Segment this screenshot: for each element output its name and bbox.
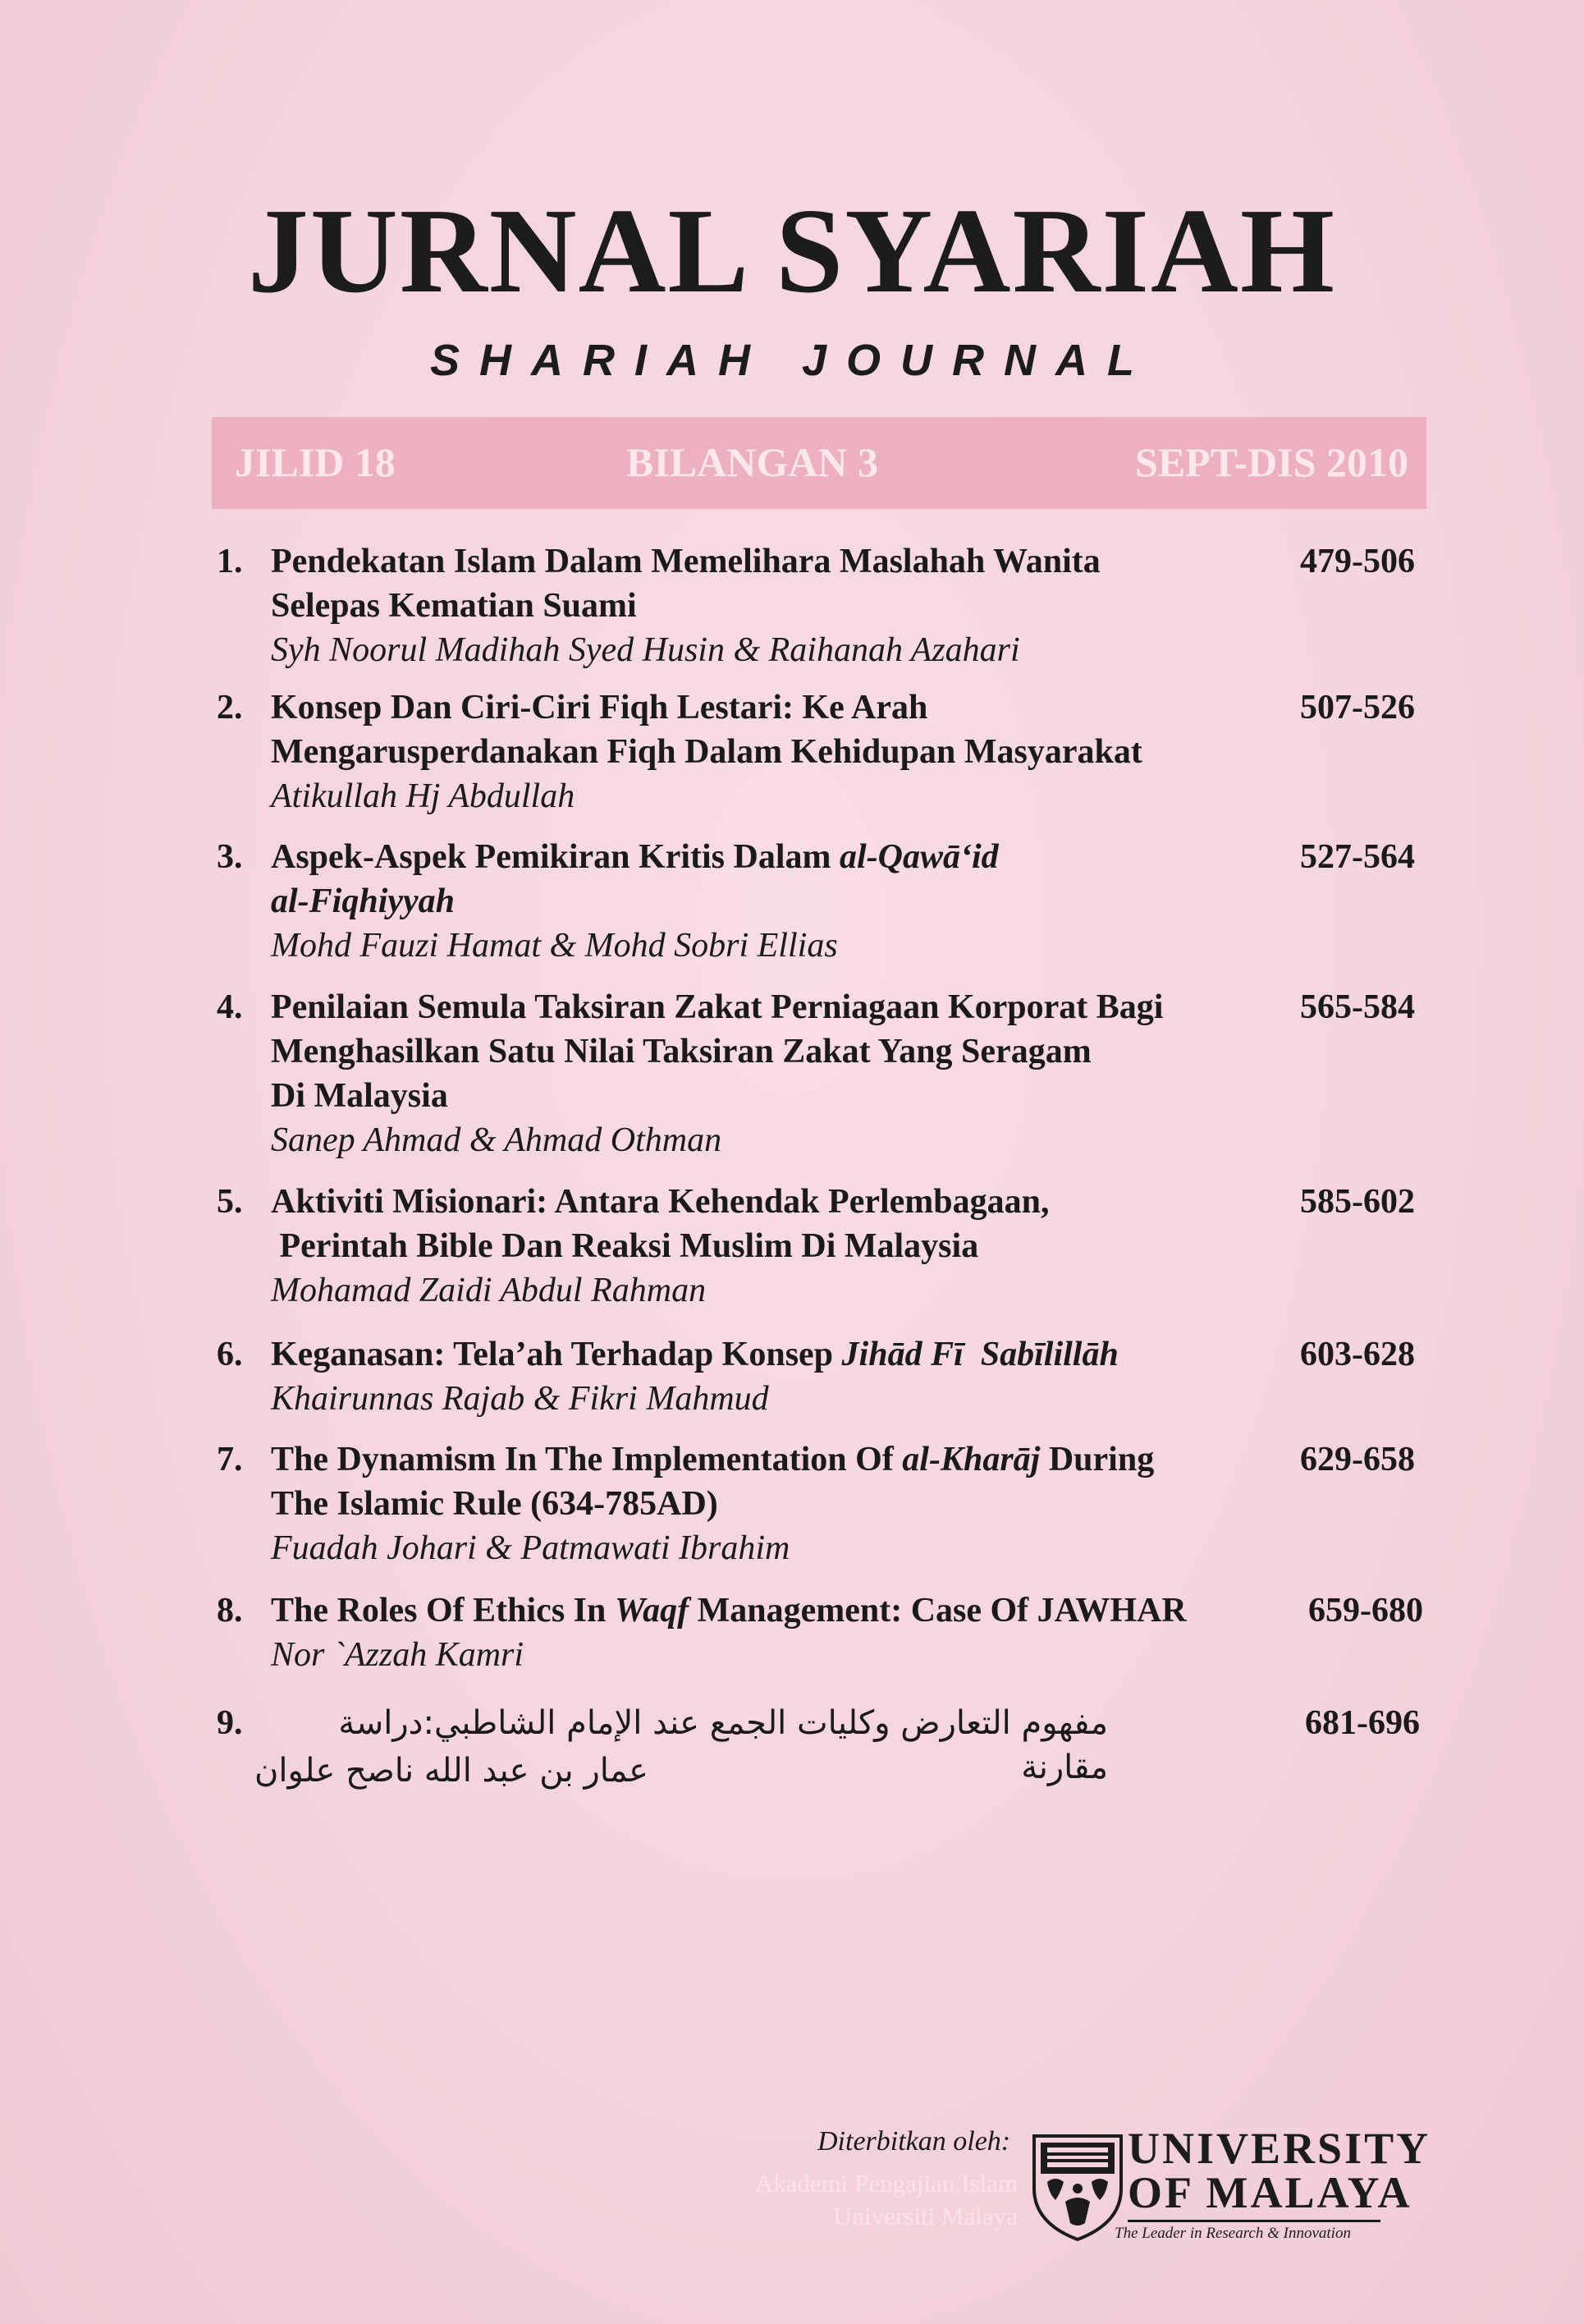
entry-pages: 629-658 xyxy=(1300,1441,1415,1478)
entry-title-line: Menghasilkan Satu Nilai Taksiran Zakat Yang Seragam xyxy=(271,1033,1092,1070)
entry-title xyxy=(271,1332,1256,1377)
entry-title xyxy=(271,835,1256,924)
university-crest-icon xyxy=(1029,2131,1126,2243)
volume-label: JILID 18 xyxy=(235,439,396,485)
entry-title-line: Keganasan: Tela’ah Terhadap Konsep xyxy=(271,1336,842,1373)
entry-title-line: Mengarusperdanakan Fiqh Dalam Kehidupan Masyarakat xyxy=(271,733,1142,771)
akademi-line: Universiti Malaya xyxy=(833,2202,1018,2230)
entry-pages: 565-584 xyxy=(1300,988,1415,1026)
entry-author: Mohd Fauzi Hamat & Mohd Sobri Ellias xyxy=(271,927,838,965)
entry-title-arabic: مفهوم التعارض وكليات الجمع عند الإمام الشاطبي:دراسة مقارنة xyxy=(338,1704,1108,1786)
entry-title xyxy=(271,539,1256,628)
entry-number: 1. xyxy=(217,543,243,580)
publisher-label: Diterbitkan oleh: xyxy=(817,2126,1011,2157)
entry-author: Syh Noorul Madihah Syed Husin & Raihanah Azahari xyxy=(271,631,1020,669)
entry-title-line: Perintah Bible Dan Reaksi Muslim Di Malaysia xyxy=(271,1227,979,1265)
entry-title xyxy=(271,1180,1256,1268)
journal-title: JURNAL SYARIAH xyxy=(247,184,1337,319)
entry-author: Fuadah Johari & Patmawati Ibrahim xyxy=(271,1529,790,1567)
entry-title xyxy=(271,985,1256,1118)
university-divider xyxy=(1128,2220,1380,2222)
entry-author-arabic: عمار بن عبد الله ناصح علوان xyxy=(254,1752,648,1790)
publisher-akademi xyxy=(722,2167,1018,2233)
entry-author: Mohamad Zaidi Abdul Rahman xyxy=(271,1272,707,1309)
entry-title-italic: Jihād Fī Sabīlillāh xyxy=(841,1336,1119,1373)
entry-pages: 659-680 xyxy=(1308,1592,1423,1630)
entry-title-line: The Dynamism In The Implementation Of xyxy=(271,1441,903,1478)
entry-title-line: al-Fiqhiyyah xyxy=(271,882,456,920)
entry-number: 8. xyxy=(217,1592,243,1630)
university-name-line2: OF MALAYA xyxy=(1128,2168,1412,2217)
entry-title xyxy=(271,1588,1305,1633)
entry-title-line: During xyxy=(1040,1441,1155,1478)
entry-author: Nor `Azzah Kamri xyxy=(271,1636,524,1674)
entry-title xyxy=(271,685,1256,774)
university-name-line1: UNIVERSITY xyxy=(1128,2124,1431,2173)
entry-pages: 527-564 xyxy=(1300,838,1415,876)
entry-title-italic: Waqf xyxy=(614,1592,689,1630)
issue-band xyxy=(212,417,1426,509)
entry-title-line: Aspek-Aspek Pemikiran Kritis Dalam xyxy=(271,838,840,876)
akademi-line: Akademi Pengajian Islam xyxy=(754,2169,1018,2198)
entry-pages: 479-506 xyxy=(1300,543,1415,580)
entry-number: 9. xyxy=(217,1704,243,1742)
issue-label: BILANGAN 3 xyxy=(626,439,878,485)
entry-title-line: The Islamic Rule (634-785AD) xyxy=(271,1485,718,1523)
entry-number: 7. xyxy=(217,1441,243,1478)
entry-number: 3. xyxy=(217,838,243,876)
entry-number: 5. xyxy=(217,1183,243,1221)
entry-pages: 585-602 xyxy=(1300,1183,1415,1221)
entry-title-line: Konsep Dan Ciri-Ciri Fiqh Lestari: Ke Arah xyxy=(271,689,928,727)
entry-title-line: Di Malaysia xyxy=(271,1077,448,1115)
entry-title-italic: al-Qawā‘id xyxy=(840,838,999,876)
entry-title-line: Selepas Kematian Suami xyxy=(271,587,637,625)
entry-author: Atikullah Hj Abdullah xyxy=(271,777,575,815)
entry-pages: 681-696 xyxy=(1305,1704,1420,1742)
entry-title-italic: al-Kharāj xyxy=(902,1441,1041,1478)
entry-title-line: Pendekatan Islam Dalam Memelihara Maslahah Wanita xyxy=(271,543,1101,580)
date-label: SEPT-DIS 2010 xyxy=(1135,439,1408,485)
entry-author: Sanep Ahmad & Ahmad Othman xyxy=(271,1121,722,1159)
entry-pages: 507-526 xyxy=(1300,689,1415,727)
entry-title-line: Penilaian Semula Taksiran Zakat Perniagaan Korporat Bagi xyxy=(271,988,1164,1026)
university-tagline: The Leader in Research & Innovation xyxy=(1115,2225,1351,2242)
entry-number: 4. xyxy=(217,988,243,1026)
entry-author: Khairunnas Rajab & Fikri Mahmud xyxy=(271,1380,769,1418)
entry-title-line: The Roles Of Ethics In xyxy=(271,1592,615,1630)
entry-title-line: Management: Case Of JAWHAR xyxy=(689,1592,1187,1630)
entry-title xyxy=(271,1437,1256,1526)
entry-number: 6. xyxy=(217,1336,243,1373)
journal-subtitle: SHARIAH JOURNAL xyxy=(429,336,1155,385)
entry-pages: 603-628 xyxy=(1300,1336,1415,1373)
entry-title-line: Aktiviti Misionari: Antara Kehendak Perlembagaan, xyxy=(271,1183,1050,1221)
entry-number: 2. xyxy=(217,689,243,727)
